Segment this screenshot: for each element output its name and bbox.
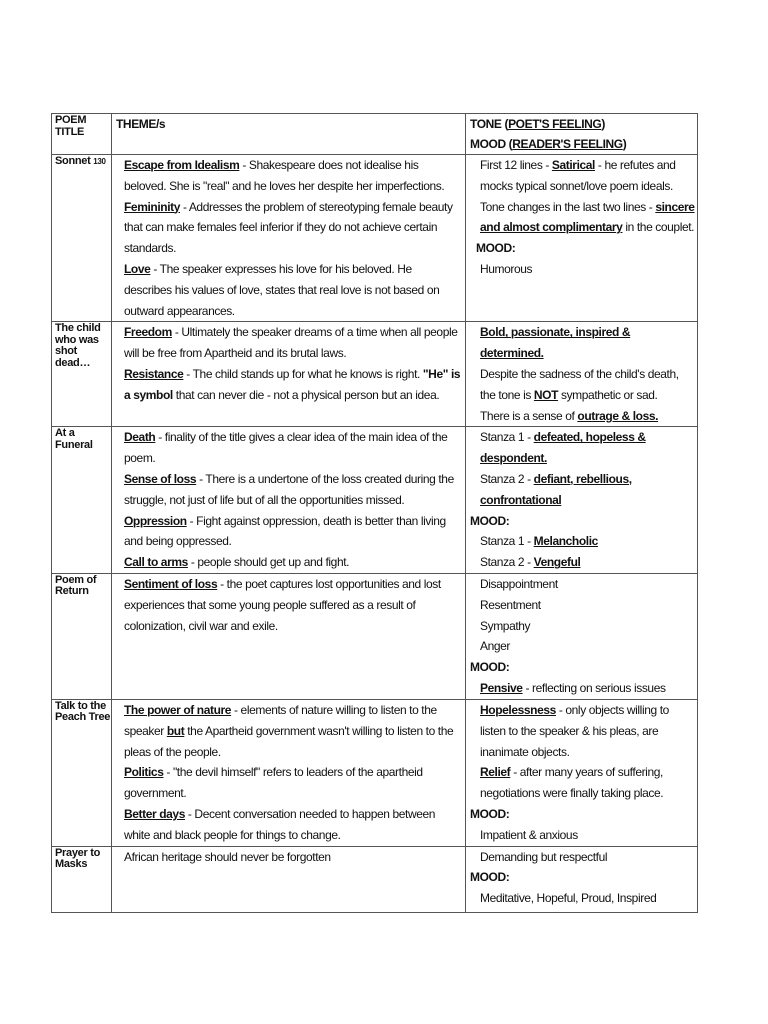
poem-title: Talk to the Peach Tree [52,699,112,846]
mood-label: MOOD: [470,660,510,675]
mood-text: Meditative, Hopeful, Proud, Inspired [480,891,657,906]
poem-title: Prayer to Masks [52,846,112,912]
tone-text: Disappointment Resentment Sympathy Anger [480,576,558,654]
poetry-summary-table [51,113,698,913]
theme-entry: Oppression - Fight against oppression, death is better than living and being oppressed. [124,513,446,549]
header-mood: MOOD (READER'S FEELING) [470,137,627,151]
poem-title: The child who was shot dead… [52,322,112,427]
theme-entry: Freedom - Ultimately the speaker dreams of a time when all people will be free from Apartheid and its brutal laws. [124,325,458,361]
tone-text: Demanding but respectful [480,849,608,864]
poem-title: At a Funeral [52,427,112,574]
mood-text: Impatient & anxious [480,827,578,842]
poem-title: Sonnet 130 [52,155,112,322]
mood-label: MOOD: [470,870,510,885]
table-row [52,427,698,574]
header-row [52,114,698,155]
theme-entry: Call to arms - people should get up and fight. [124,555,350,570]
mood-label: MOOD: [476,241,516,256]
header-themes: THEME/s [112,114,466,155]
theme-entry: Femininity - Addresses the problem of stereotyping female beauty that can make females feel inferior if they do not achieve certain standards. [124,199,453,256]
poem-title: Poem of Return [52,573,112,699]
themes-cell [112,573,466,699]
table-row [52,573,698,699]
tone-text: Stanza 1 - defeated, hopeless & despondent. Stanza 2 - defiant, rebellious, confrontational [480,430,646,507]
header-tone: TONE (POET'S FEELING) [470,117,605,131]
themes-cell [112,427,466,574]
theme-entry: Sense of loss - There is a undertone of the loss created during the struggle, not just of life but of all the opportunities missed. [124,471,454,507]
theme-entry: Resistance - The child stands up for what he knows is right. "He" is a symbol that can never die - not a physical person but an idea. [124,366,461,402]
tone-text: Hopelessness - only objects willing to listen to the speaker & his pleas, are inanimate objects. Relief - after many years of suffering, negotiations were finally taking place. [480,702,669,801]
table-row [52,322,698,427]
theme-entry: African heritage should never be forgotten [124,849,331,864]
themes-cell [112,155,466,322]
tone-mood-cell [466,427,698,574]
tone-mood-cell [466,699,698,846]
tone-text: First 12 lines - Satirical - he refutes and mocks typical sonnet/love poem ideals. Tone changes in the last two lines - sincere and almost complimentary in the couplet. [480,158,695,235]
tone-mood-cell [466,322,698,427]
table-row [52,155,698,322]
table-row [52,846,698,912]
mood-label: MOOD: [470,513,510,528]
tone-text: Bold, passionate, inspired & determined. Despite the sadness of the child's death, the tone is NOT sympathetic or sad. There is a sense of outrage & loss. [480,325,679,423]
themes-cell [112,322,466,427]
mood-text: Stanza 1 - Melancholic Stanza 2 - Vengeful [480,534,598,570]
table-row [52,699,698,846]
header-tone-mood [466,114,698,155]
theme-entry: Escape from Idealism - Shakespeare does not idealise his beloved. She is "real" and he loves her despite her imperfections. [124,158,445,193]
theme-entry: Love - The speaker expresses his love for his beloved. He describes his values of love, states that real love is not based on outward appearances. [124,261,440,318]
header-poem-title: POEM TITLE [52,114,112,155]
theme-entry: Death - finality of the title gives a clear idea of the main idea of the poem. [124,430,448,466]
themes-cell [112,846,466,912]
mood-label: MOOD: [470,806,510,821]
theme-entry: Better days - Decent conversation needed to happen between white and black people for things to change. [124,806,436,842]
tone-mood-cell [466,846,698,912]
theme-entry: Politics - "the devil himself" refers to leaders of the apartheid government. [124,765,423,801]
theme-entry: Sentiment of loss - the poet captures lost opportunities and lost experiences that some young people suffered as a result of colonization, civil war and exile. [124,576,441,633]
tone-mood-cell [466,155,698,322]
mood-text: Pensive - reflecting on serious issues [480,680,666,695]
mood-text: Humorous [480,261,533,276]
tone-mood-cell [466,573,698,699]
theme-entry: The power of nature - elements of nature willing to listen to the speaker but the Apartheid government wasn't willing to listen to the pleas of the people. [124,702,454,759]
themes-cell [112,699,466,846]
